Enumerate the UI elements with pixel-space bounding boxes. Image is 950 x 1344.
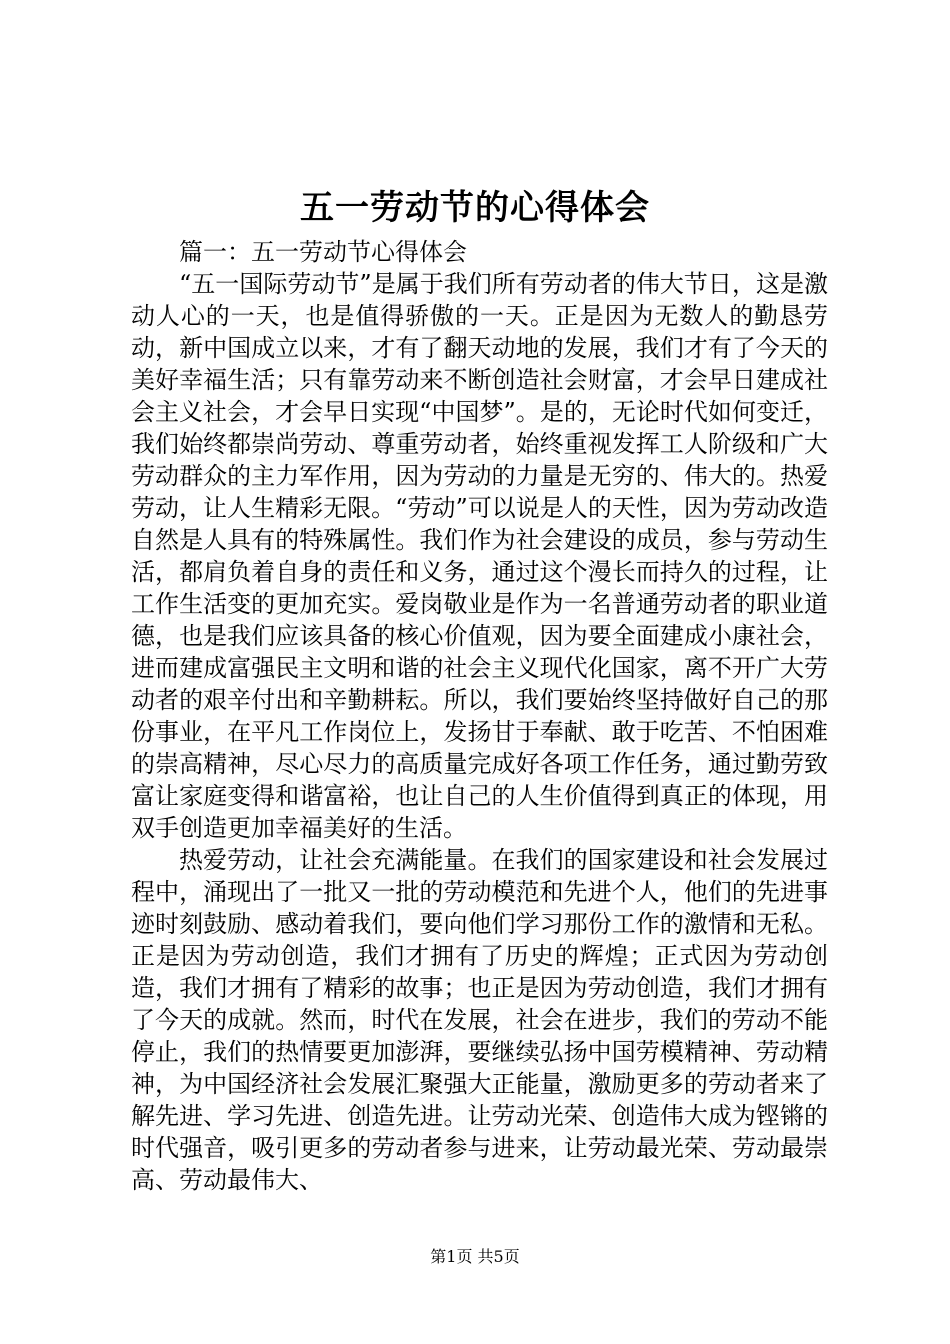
section-heading: 篇一：五一劳动节心得体会 — [179, 238, 467, 266]
document-body — [131, 236, 828, 1196]
document-title: 五一劳动节的心得体会 — [300, 188, 650, 228]
page-number-footer: 第1页 共5页 — [430, 1247, 520, 1266]
body-paragraph: “五一国际劳动节”是属于我们所有劳动者的伟大节日，这是激动人心的一天，也是值得骄傲的一天。正是因为无数人的勤恳劳动，新中国成立以来，才有了翻天动地的发展，我们才有了今天的美好幸福生活；只有靠劳动来不断创造社会财富，才会早日建成社会主义社会，才会早日实现“中国梦”。是的，无论时代如何变迁，我们始终都崇尚劳动、尊重劳动者，始终重视发挥工人阶级和广大劳动群众的主力军作用，因为劳动的力量是无穷的、伟大的。热爱劳动，让人生精彩无限。“劳动”可以说是人的天性，因为劳动改造自然是人具有的特殊属性。我们作为社会建设的成员，参与劳动生活，都肩负着自身的责任和义务，通过这个漫长而持久的过程，让工作生活变的更加充实。爱岗敬业是作为一名普通劳动者的职业道德，也是我们应该具备的核心价值观，因为要全面建成小康社会，进而建成富强民主文明和谐的社会主义现代化国家，离不开广大劳动者的艰辛付出和辛勤耕耘。所以，我们要始终坚持做好自己的那份事业，在平凡工作岗位上，发扬甘于奉献、敢于吃苦、不怕困难的崇高精神，尽心尽力的高质量完成好各项工作任务，通过勤劳致富让家庭变得和谐富裕，也让自己的人生价值得到真正的体现，用双手创造更加幸福美好的生活。 — [131, 270, 828, 842]
body-paragraph: 热爱劳动，让社会充满能量。在我们的国家建设和社会发展过程中，涌现出了一批又一批的劳动模范和先进个人，他们的先进事迹时刻鼓励、感动着我们，要向他们学习那份工作的激情和无私。正是因为劳动创造，我们才拥有了历史的辉煌；正式因为劳动创造，我们才拥有了精彩的故事；也正是因为劳动创造，我们才拥有了今天的成就。然而，时代在发展，社会在进步，我们的劳动不能停止，我们的热情要更加澎湃，要继续弘扬中国劳模精神、劳动精神，为中国经济社会发展汇聚强大正能量，激励更多的劳动者来了解先进、学习先进、创造先进。让劳动光荣、创造伟大成为铿锵的时代强音，吸引更多的劳动者参与进来，让劳动最光荣、劳动最崇高、劳动最伟大、 — [131, 846, 828, 1194]
